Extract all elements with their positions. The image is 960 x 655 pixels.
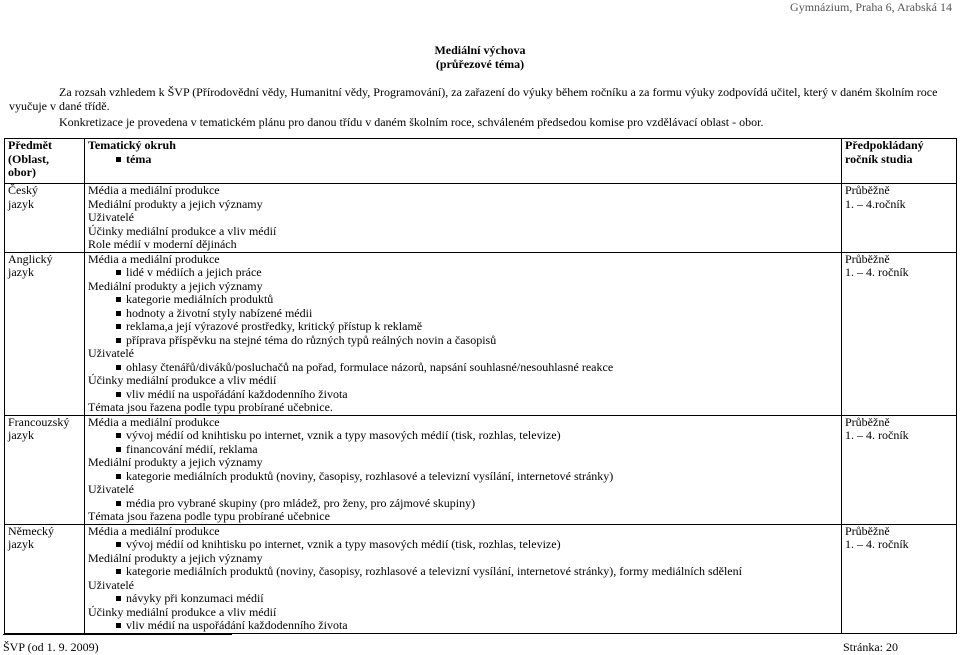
topic-heading: Témata jsou řazena podle typu probírané učebnice.	[88, 400, 333, 414]
topic-bullet-item: vliv médií na uspořádání každodenního života	[88, 388, 841, 402]
subject-name-line: jazyk	[8, 265, 34, 279]
table-row	[5, 252, 957, 415]
topic-bullet-item: návyky při konzumaci médií	[88, 592, 841, 606]
year-cell	[842, 524, 957, 633]
intro-paragraph-line-3: Konkretizace je provedena v tematickém plánu pro danou třídu v daném školním roce, schváleném předsedou komise pro vzdělávací oblast - obor.	[59, 115, 764, 129]
document-subtitle: (průřezové téma)	[435, 57, 525, 71]
topic-heading: Účinky mediální produkce a vliv médií	[88, 373, 277, 387]
study-year-line: 1. – 4.ročník	[845, 196, 906, 211]
topic-heading: Uživatelé	[88, 346, 134, 360]
topic-bullet-item: ohlasy čtenářů/diváků/posluchačů na pořad, formulace názorů, napsání souhlasné/nesouhlasné reakce	[88, 361, 841, 375]
subject-cell	[5, 415, 85, 524]
header-subject-line: (Oblast,	[8, 151, 50, 166]
intro-paragraph-line-1: Za rozsah vzhledem k ŠVP (Přírodovědní vědy, Humanitní vědy, Programování), za zařazení do výuky během ročníku a za formu výuky zodpovídá učitel, který v daném školním roce	[59, 85, 938, 99]
topic-bullet-item: financování médií, reklama	[88, 443, 841, 457]
topic-heading: Mediální produkty a jejich významy	[88, 550, 263, 565]
study-year-line: 1. – 4. ročník	[845, 428, 909, 442]
subject-cell	[5, 252, 85, 415]
study-year-line: 1. – 4. ročník	[845, 537, 909, 551]
footer-version: ŠVP (od 1. 9. 2009)	[3, 640, 99, 654]
topic-heading: Role médií v moderní dějinách	[88, 237, 237, 251]
footer-rule	[3, 634, 232, 635]
header-topic	[85, 139, 842, 184]
topic-bullet-item: kategorie mediálních produktů (noviny, časopisy, rozhlasové a televizní vysílání, internetové stránky)	[88, 470, 841, 484]
curriculum-table	[4, 138, 957, 634]
year-cell	[842, 415, 957, 524]
topic-heading: Média a mediální produkce	[88, 251, 220, 266]
curriculum-table-body	[5, 139, 957, 634]
topic-heading: Témata jsou řazena podle typu probírané učebnice	[88, 509, 330, 523]
topic-heading: Mediální produkty a jejich významy	[88, 196, 263, 211]
topic-bullet-item: vliv médií na uspořádání každodenního života	[88, 619, 841, 633]
subject-name-line: jazyk	[8, 537, 34, 551]
study-year-line: Průběžně	[845, 183, 890, 197]
intro-paragraph-line-2: vyučuje v dané třídě.	[9, 99, 110, 113]
subject-name-line: Český	[8, 183, 38, 197]
table-header-row	[5, 139, 957, 184]
subject-cell	[5, 524, 85, 633]
topic-heading: Mediální produkty a jejich významy	[88, 278, 263, 293]
topics-cell	[85, 415, 842, 524]
study-year-line: Průběžně	[845, 414, 890, 429]
study-year-line: 1. – 4. ročník	[845, 265, 909, 279]
header-subject-line: obor)	[8, 165, 36, 179]
topic-bullet-item: vývoj médií od knihtisku po internet, vznik a typy masových médií (tisk, rozhlas, televize)	[88, 429, 841, 443]
topic-bullet-item: lidé v médiích a jejich práce	[88, 266, 841, 280]
topic-bullet-item: média pro vybrané skupiny (pro mládež, pro ženy, pro zájmové skupiny)	[88, 497, 841, 511]
topic-bullet-item: hodnoty a životní styly nabízené médii	[88, 307, 841, 321]
subject-name-line: Anglický	[8, 251, 53, 266]
topic-heading: Účinky mediální produkce a vliv médií	[88, 223, 277, 238]
table-row	[5, 415, 957, 524]
topic-heading: Uživatelé	[88, 577, 134, 592]
header-subject-line: Předmět	[8, 138, 52, 152]
subject-name-line: Francouzský	[8, 414, 70, 429]
header-subject	[5, 139, 85, 184]
topic-heading: Účinky mediální produkce a vliv médií	[88, 604, 277, 619]
header-topic-line: Tematický okruh	[88, 138, 176, 152]
topics-cell	[85, 184, 842, 253]
subject-name-line: Německý	[8, 523, 54, 538]
page-header: Gymnázium, Praha 6, Arabská 14	[790, 0, 952, 14]
table-row	[5, 184, 957, 253]
header-year-line: ročník studia	[845, 151, 913, 166]
year-cell	[842, 184, 957, 253]
topic-heading: Uživatelé	[88, 210, 134, 224]
header-year	[842, 139, 957, 184]
document-title: Mediální výchova	[434, 43, 526, 57]
topic-heading: Média a mediální produkce	[88, 183, 220, 197]
topic-heading: Uživatelé	[88, 482, 134, 496]
topic-bullet-item: příprava příspěvku na stejné téma do různých typů reálných novin a časopisů	[88, 334, 841, 348]
header-topic-bullet: téma	[88, 153, 841, 167]
study-year-line: Průběžně	[845, 251, 890, 266]
subject-cell	[5, 184, 85, 253]
table-row	[5, 524, 957, 633]
year-cell	[842, 252, 957, 415]
topic-heading: Mediální produkty a jejich významy	[88, 455, 263, 469]
subject-name-line: jazyk	[8, 428, 34, 442]
topic-bullet-item: reklama,a její výrazové prostředky, kritický přístup k reklamě	[88, 320, 841, 334]
topic-heading: Média a mediální produkce	[88, 414, 220, 429]
topic-heading: Média a mediální produkce	[88, 523, 220, 538]
topic-bullet-item: vývoj médií od knihtisku po internet, vznik a typy masových médií (tisk, rozhlas, televize)	[88, 538, 841, 552]
topic-bullet-item: kategorie mediálních produktů	[88, 293, 841, 307]
subject-name-line: jazyk	[8, 196, 34, 211]
topics-cell	[85, 524, 842, 633]
study-year-line: Průběžně	[845, 523, 890, 538]
footer-page-number: Stránka: 20	[843, 640, 898, 654]
topic-bullet-item: kategorie mediálních produktů (noviny, časopisy, rozhlasové a televizní vysílání, internetové stránky), formy mediálních sdělení	[88, 565, 841, 579]
header-year-line: Předpokládaný	[845, 138, 924, 152]
topics-cell	[85, 252, 842, 415]
